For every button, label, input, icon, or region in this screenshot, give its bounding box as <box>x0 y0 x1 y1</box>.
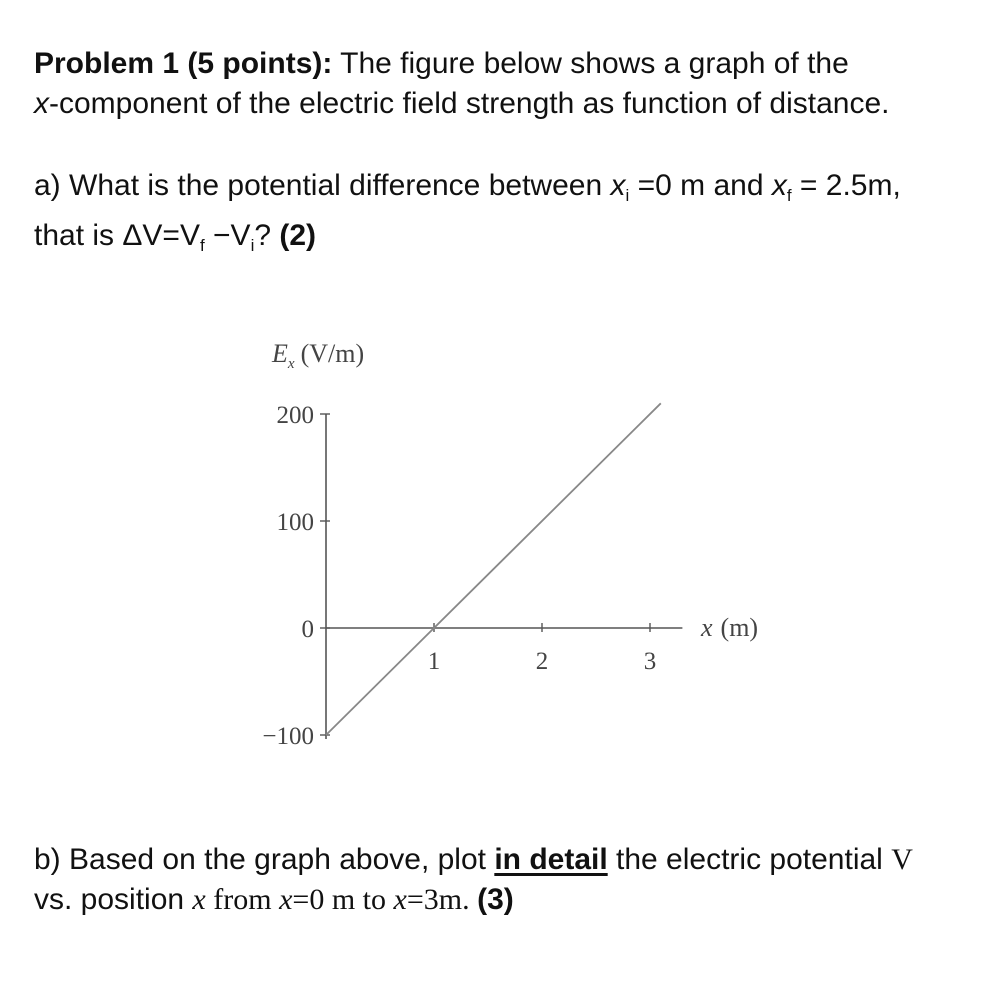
part-b-emphasis: in detail <box>494 843 608 876</box>
problem-heading: Problem 1 (5 points): <box>34 47 333 80</box>
part-a-vf-sub: f <box>199 236 205 255</box>
part-a-xf-var: x <box>771 169 787 202</box>
part-a-text-6: ? <box>254 219 280 252</box>
y-axis-label <box>271 339 364 372</box>
part-a-xi-sub: i <box>625 186 630 205</box>
part-a-xi-var: x <box>610 169 626 202</box>
x-tick-label: 1 <box>427 648 441 675</box>
series-line-E_x <box>326 403 661 735</box>
y-tick-label: 200 <box>276 402 314 429</box>
y-axis-label-unit: (V/m) <box>300 339 365 368</box>
part-b-v-var: V <box>891 843 913 876</box>
y-tick-label: 100 <box>276 509 314 536</box>
part-b-text-2: the electric potential <box>607 843 892 876</box>
x-axis-label-unit: (m) <box>720 613 759 642</box>
part-b-x2: x <box>279 883 293 916</box>
y-axis-label-sub: x <box>287 356 295 372</box>
part-b-points: (3) <box>477 883 514 916</box>
y-axis-label-var: E <box>272 339 288 368</box>
part-b-text-5: =0 m to <box>292 883 394 916</box>
part-a-text-5: −V <box>204 219 251 252</box>
part-a-text-2: =0 m and <box>629 169 772 202</box>
x-tick-label: 3 <box>643 648 657 675</box>
part-a-text-4: that is ΔV=V <box>34 219 200 252</box>
x-tick-label: 2 <box>535 648 549 675</box>
y-tick-label: 0 <box>301 616 314 643</box>
problem-intro-line2: -component of the electric field strength as function of distance. <box>49 87 890 120</box>
part-b-question <box>34 840 974 920</box>
part-b-text-3: vs. position <box>34 883 193 916</box>
part-b-text-4: from <box>205 883 280 916</box>
part-b-x1: x <box>192 883 206 916</box>
part-b-text-1: b) Based on the graph above, plot <box>34 843 495 876</box>
x-axis-label-var: x <box>701 613 713 642</box>
part-a-xf-sub: f <box>786 186 792 205</box>
problem-intro-line1: The figure below shows a graph of the <box>340 47 849 80</box>
part-a-vi-sub: i <box>250 236 255 255</box>
part-a-text-1: a) What is the potential difference between <box>34 169 611 202</box>
part-a-points: (2) <box>279 219 317 252</box>
part-b-text-6: =3m. <box>406 883 478 916</box>
part-a-text-3: = 2.5m, <box>791 169 901 202</box>
problem-x-variable: x <box>34 87 49 120</box>
y-tick-label: −100 <box>262 723 314 750</box>
x-axis-label <box>700 613 758 642</box>
part-b-x3: x <box>393 883 407 916</box>
